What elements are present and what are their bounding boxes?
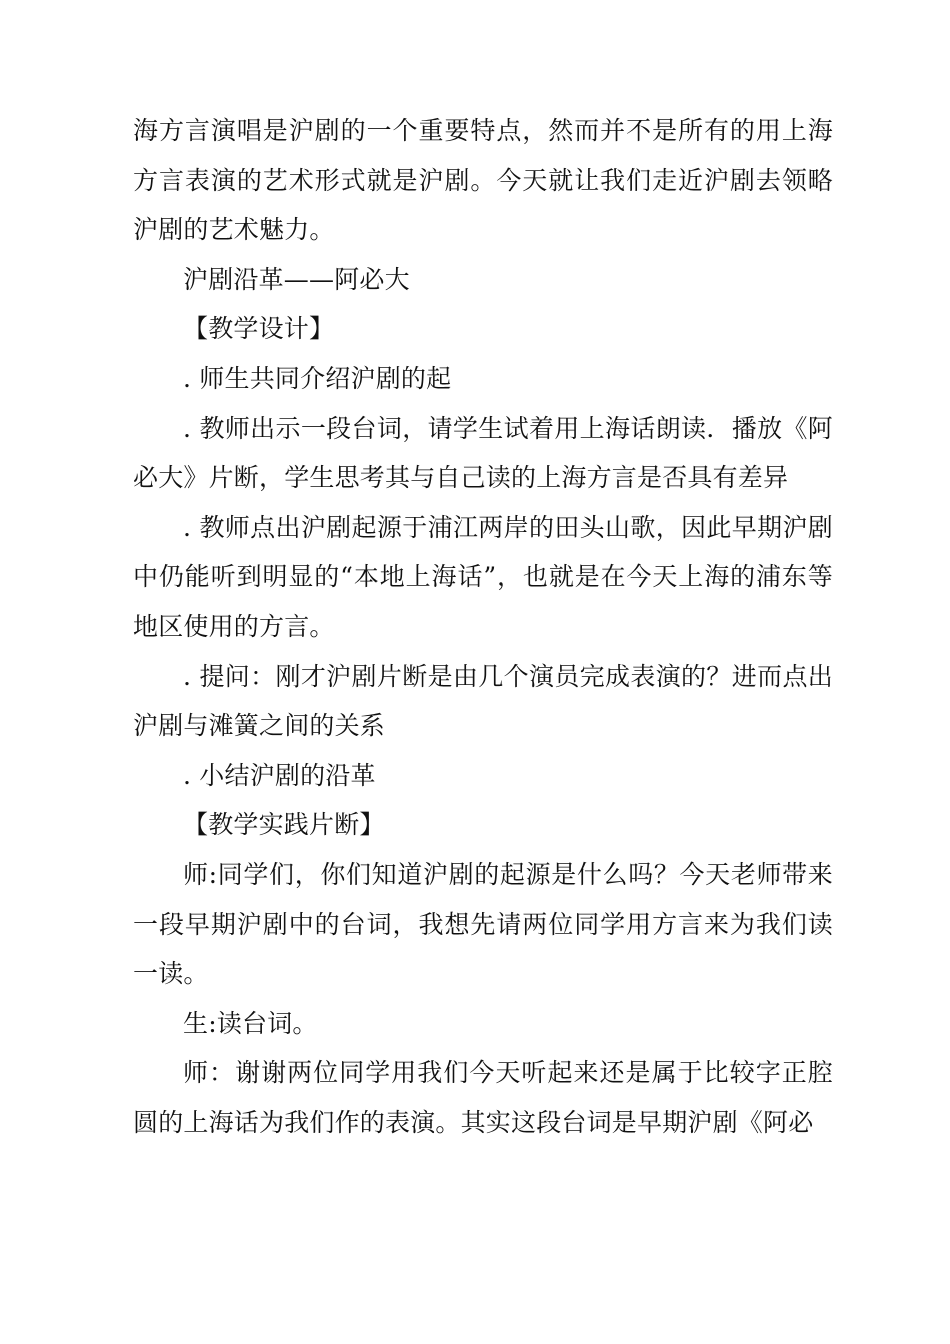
- list-item-introduce-origin: . 师生共同介绍沪剧的起: [183, 363, 452, 393]
- section-heading-practice: 【教学实践片断】: [183, 810, 385, 840]
- dialogue-student-1: 生:读台词。: [183, 1008, 318, 1038]
- document-page: [133, 106, 833, 1147]
- list-item-read-script: . 教师出示一段台词，请学生试着用上海话朗读．播放《阿必大》片断，学生思考其与自己读的上海方言是否具有差异: [133, 413, 833, 493]
- list-item-question: . 提问：刚才沪剧片断是由几个演员完成表演的？进而点出沪剧与滩簧之间的关系: [133, 661, 833, 741]
- section-heading-teaching-design: 【教学设计】: [183, 314, 335, 344]
- paragraph-dialect-intro: 海方言演唱是沪剧的一个重要特点，然而并不是所有的用上海方言表演的艺术形式就是沪剧。今天就让我们走近沪剧去领略沪剧的艺术魅力。: [133, 116, 833, 245]
- list-item-origin-explanation: . 教师点出沪剧起源于浦江两岸的田头山歌，因此早期沪剧中仍能听到明显的“本地上海话”，也就是在今天上海的浦东等地区使用的方言。: [133, 512, 833, 641]
- dialogue-teacher-2: 师：谢谢两位同学用我们今天听起来还是属于比较字正腔圆的上海话为我们作的表演。其实这段台词是早期沪剧《阿必: [133, 1058, 833, 1137]
- list-item-summary: . 小结沪剧的沿革: [183, 760, 376, 790]
- section-heading-history: 沪剧沿革——阿必大: [183, 264, 410, 294]
- dialogue-teacher-1: 师:同学们，你们知道沪剧的起源是什么吗？今天老师带来一段早期沪剧中的台词，我想先请两位同学用方言来为我们读一读。: [133, 859, 833, 989]
